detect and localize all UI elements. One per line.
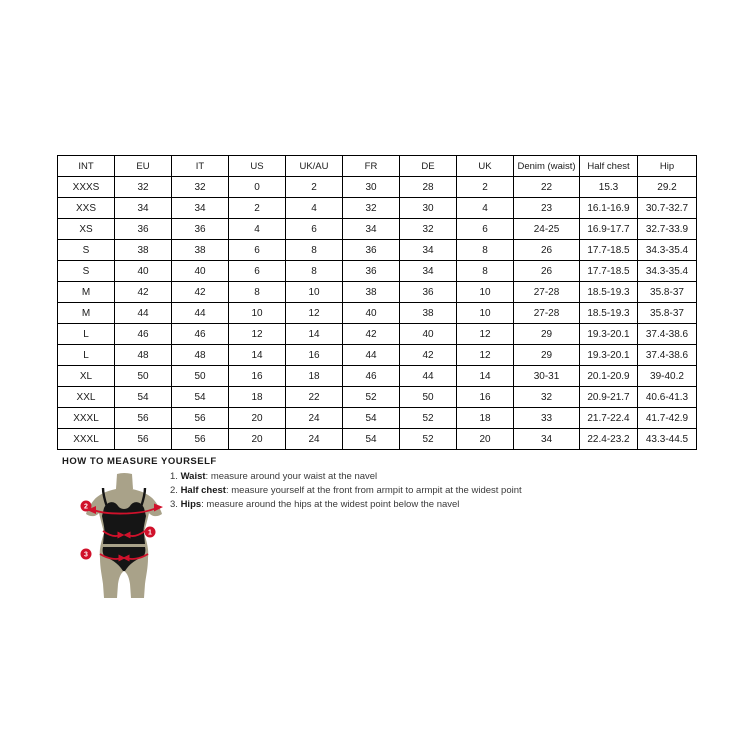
how-to-measure-heading: HOW TO MEASURE YOURSELF — [62, 456, 217, 467]
size-cell: 42 — [115, 282, 172, 303]
size-cell: 39-40.2 — [638, 366, 697, 387]
size-cell: 28 — [400, 177, 457, 198]
size-cell: 16.1-16.9 — [580, 198, 638, 219]
size-cell: 38 — [115, 240, 172, 261]
mannequin-illustration — [72, 470, 174, 600]
size-cell: 8 — [286, 240, 343, 261]
size-cell: 50 — [115, 366, 172, 387]
size-cell: M — [58, 282, 115, 303]
size-cell: 12 — [457, 345, 514, 366]
size-row — [58, 198, 697, 219]
size-cell: 48 — [115, 345, 172, 366]
size-cell: 29.2 — [638, 177, 697, 198]
size-cell: 41.7-42.9 — [638, 408, 697, 429]
size-cell: 18 — [286, 366, 343, 387]
size-cell: 27-28 — [514, 282, 580, 303]
size-cell: 30-31 — [514, 366, 580, 387]
size-cell: 27-28 — [514, 303, 580, 324]
size-cell: 16.9-17.7 — [580, 219, 638, 240]
size-cell: 8 — [457, 240, 514, 261]
size-cell: 32 — [115, 177, 172, 198]
column-header: FR — [343, 156, 400, 177]
size-cell: 30 — [343, 177, 400, 198]
size-cell: 24 — [286, 429, 343, 450]
instruction-number: 2. — [170, 485, 181, 496]
instruction-label: Hips — [180, 499, 202, 510]
size-cell: 32 — [514, 387, 580, 408]
size-cell: 18.5-19.3 — [580, 303, 638, 324]
size-cell: 22 — [286, 387, 343, 408]
size-cell: 30.7-32.7 — [638, 198, 697, 219]
size-cell: 2 — [229, 198, 286, 219]
size-cell: 10 — [286, 282, 343, 303]
size-cell: 52 — [343, 387, 400, 408]
size-cell: 40 — [115, 261, 172, 282]
size-cell: 19.3-20.1 — [580, 345, 638, 366]
size-cell: 20 — [229, 429, 286, 450]
size-cell: 34 — [400, 261, 457, 282]
badge-3-number: 3 — [84, 551, 88, 559]
size-cell: XXXL — [58, 408, 115, 429]
size-cell: 30 — [400, 198, 457, 219]
size-cell: 36 — [115, 219, 172, 240]
size-cell: 50 — [172, 366, 229, 387]
size-cell: 44 — [115, 303, 172, 324]
instruction-number: 1. — [170, 471, 181, 482]
size-cell: 24-25 — [514, 219, 580, 240]
size-cell: 29 — [514, 345, 580, 366]
size-row — [58, 366, 697, 387]
size-cell: 2 — [457, 177, 514, 198]
size-cell: 20 — [457, 429, 514, 450]
size-cell: 4 — [286, 198, 343, 219]
size-row — [58, 429, 697, 450]
size-cell: 21.7-22.4 — [580, 408, 638, 429]
size-row — [58, 345, 697, 366]
size-cell: 36 — [172, 219, 229, 240]
size-cell: 8 — [286, 261, 343, 282]
size-cell: 46 — [172, 324, 229, 345]
size-cell: 44 — [172, 303, 229, 324]
size-cell: M — [58, 303, 115, 324]
size-cell: 14 — [457, 366, 514, 387]
size-cell: 19.3-20.1 — [580, 324, 638, 345]
size-cell: 4 — [229, 219, 286, 240]
size-cell: 16 — [457, 387, 514, 408]
column-header: UK — [457, 156, 514, 177]
size-cell: 29 — [514, 324, 580, 345]
size-cell: S — [58, 240, 115, 261]
size-cell: 18 — [457, 408, 514, 429]
size-cell: 10 — [229, 303, 286, 324]
badge-2-number: 2 — [84, 503, 88, 511]
size-cell: 32 — [343, 198, 400, 219]
size-cell: 12 — [286, 303, 343, 324]
size-cell: XL — [58, 366, 115, 387]
measure-instruction — [170, 498, 522, 512]
size-row — [58, 240, 697, 261]
measurement-figure — [72, 470, 174, 600]
size-cell: XS — [58, 219, 115, 240]
size-cell: 18.5-19.3 — [580, 282, 638, 303]
size-cell: 40 — [172, 261, 229, 282]
size-cell: 54 — [343, 429, 400, 450]
instruction-text: : measure yourself at the front from armpit to armpit at the widest point — [225, 485, 522, 496]
size-cell: 34 — [400, 240, 457, 261]
size-cell: XXL — [58, 387, 115, 408]
measure-instruction — [170, 484, 522, 498]
size-cell: 52 — [400, 429, 457, 450]
size-row — [58, 303, 697, 324]
instruction-text: : measure around your waist at the navel — [205, 471, 378, 482]
size-cell: 6 — [286, 219, 343, 240]
size-cell: 2 — [286, 177, 343, 198]
size-cell: 54 — [343, 408, 400, 429]
size-row — [58, 324, 697, 345]
size-chart-header — [58, 156, 697, 177]
column-header: Hip — [638, 156, 697, 177]
size-cell: 56 — [172, 429, 229, 450]
size-cell: 42 — [400, 345, 457, 366]
size-cell: 24 — [286, 408, 343, 429]
size-cell: 8 — [457, 261, 514, 282]
size-cell: 20.1-20.9 — [580, 366, 638, 387]
size-cell: L — [58, 345, 115, 366]
size-cell: 12 — [457, 324, 514, 345]
size-cell: 15.3 — [580, 177, 638, 198]
column-header: EU — [115, 156, 172, 177]
size-cell: 6 — [229, 240, 286, 261]
size-cell: 37.4-38.6 — [638, 324, 697, 345]
size-cell: 22 — [514, 177, 580, 198]
size-cell: 36 — [343, 240, 400, 261]
measure-instruction — [170, 470, 522, 484]
size-cell: 44 — [400, 366, 457, 387]
size-cell: 14 — [286, 324, 343, 345]
size-cell: 22.4-23.2 — [580, 429, 638, 450]
size-row — [58, 282, 697, 303]
column-header: Denim (waist) — [514, 156, 580, 177]
size-cell: 14 — [229, 345, 286, 366]
size-cell: 6 — [457, 219, 514, 240]
size-chart-body — [58, 177, 697, 450]
size-cell: 12 — [229, 324, 286, 345]
size-cell: 46 — [115, 324, 172, 345]
column-header: DE — [400, 156, 457, 177]
size-cell: 37.4-38.6 — [638, 345, 697, 366]
size-cell: 34.3-35.4 — [638, 240, 697, 261]
size-cell: 18 — [229, 387, 286, 408]
size-cell: 23 — [514, 198, 580, 219]
size-row — [58, 177, 697, 198]
size-cell: 56 — [115, 429, 172, 450]
column-header: US — [229, 156, 286, 177]
size-cell: XXXL — [58, 429, 115, 450]
size-cell: 48 — [172, 345, 229, 366]
size-cell: 52 — [400, 408, 457, 429]
instruction-text: : measure around the hips at the widest point below the navel — [201, 499, 460, 510]
size-cell: 40 — [343, 303, 400, 324]
size-cell: 36 — [343, 261, 400, 282]
size-cell: 26 — [514, 240, 580, 261]
size-cell: 54 — [172, 387, 229, 408]
size-cell: XXXS — [58, 177, 115, 198]
measure-badge-2 — [81, 501, 92, 512]
size-row — [58, 261, 697, 282]
measure-badge-3 — [81, 549, 92, 560]
size-row — [58, 387, 697, 408]
size-cell: 34 — [514, 429, 580, 450]
size-cell: 42 — [343, 324, 400, 345]
size-cell: 42 — [172, 282, 229, 303]
size-cell: 16 — [229, 366, 286, 387]
size-cell: XXS — [58, 198, 115, 219]
size-cell: 46 — [343, 366, 400, 387]
size-cell: 43.3-44.5 — [638, 429, 697, 450]
column-header: INT — [58, 156, 115, 177]
measure-badge-1 — [145, 527, 156, 538]
measurement-instructions — [170, 470, 522, 512]
size-cell: 40 — [400, 324, 457, 345]
size-cell: L — [58, 324, 115, 345]
size-cell: 32.7-33.9 — [638, 219, 697, 240]
size-cell: 10 — [457, 282, 514, 303]
size-cell: 32 — [172, 177, 229, 198]
size-cell: 34 — [172, 198, 229, 219]
instruction-label: Waist — [180, 471, 206, 482]
size-cell: 33 — [514, 408, 580, 429]
size-cell: 38 — [400, 303, 457, 324]
size-cell: 50 — [400, 387, 457, 408]
size-cell: 17.7-18.5 — [580, 240, 638, 261]
size-cell: 56 — [115, 408, 172, 429]
size-cell: 26 — [514, 261, 580, 282]
instruction-label: Half chest — [180, 485, 226, 496]
size-cell: 8 — [229, 282, 286, 303]
column-header: UK/AU — [286, 156, 343, 177]
size-cell: 32 — [400, 219, 457, 240]
size-cell: 10 — [457, 303, 514, 324]
size-cell: 54 — [115, 387, 172, 408]
size-cell: 4 — [457, 198, 514, 219]
size-cell: 35.8-37 — [638, 303, 697, 324]
header-row — [58, 156, 697, 177]
column-header: Half chest — [580, 156, 638, 177]
size-cell: 20 — [229, 408, 286, 429]
size-cell: 34 — [115, 198, 172, 219]
badge-1-number: 1 — [148, 529, 152, 537]
size-row — [58, 408, 697, 429]
column-header: IT — [172, 156, 229, 177]
size-cell: S — [58, 261, 115, 282]
size-cell: 34.3-35.4 — [638, 261, 697, 282]
size-cell: 56 — [172, 408, 229, 429]
size-cell: 36 — [400, 282, 457, 303]
size-cell: 38 — [343, 282, 400, 303]
size-cell: 44 — [343, 345, 400, 366]
instruction-number: 3. — [170, 499, 181, 510]
size-cell: 6 — [229, 261, 286, 282]
size-cell: 38 — [172, 240, 229, 261]
size-cell: 40.6-41.3 — [638, 387, 697, 408]
size-chart-table — [57, 155, 697, 450]
size-cell: 20.9-21.7 — [580, 387, 638, 408]
size-cell: 35.8-37 — [638, 282, 697, 303]
size-cell: 17.7-18.5 — [580, 261, 638, 282]
size-cell: 16 — [286, 345, 343, 366]
size-cell: 0 — [229, 177, 286, 198]
size-row — [58, 219, 697, 240]
size-cell: 34 — [343, 219, 400, 240]
